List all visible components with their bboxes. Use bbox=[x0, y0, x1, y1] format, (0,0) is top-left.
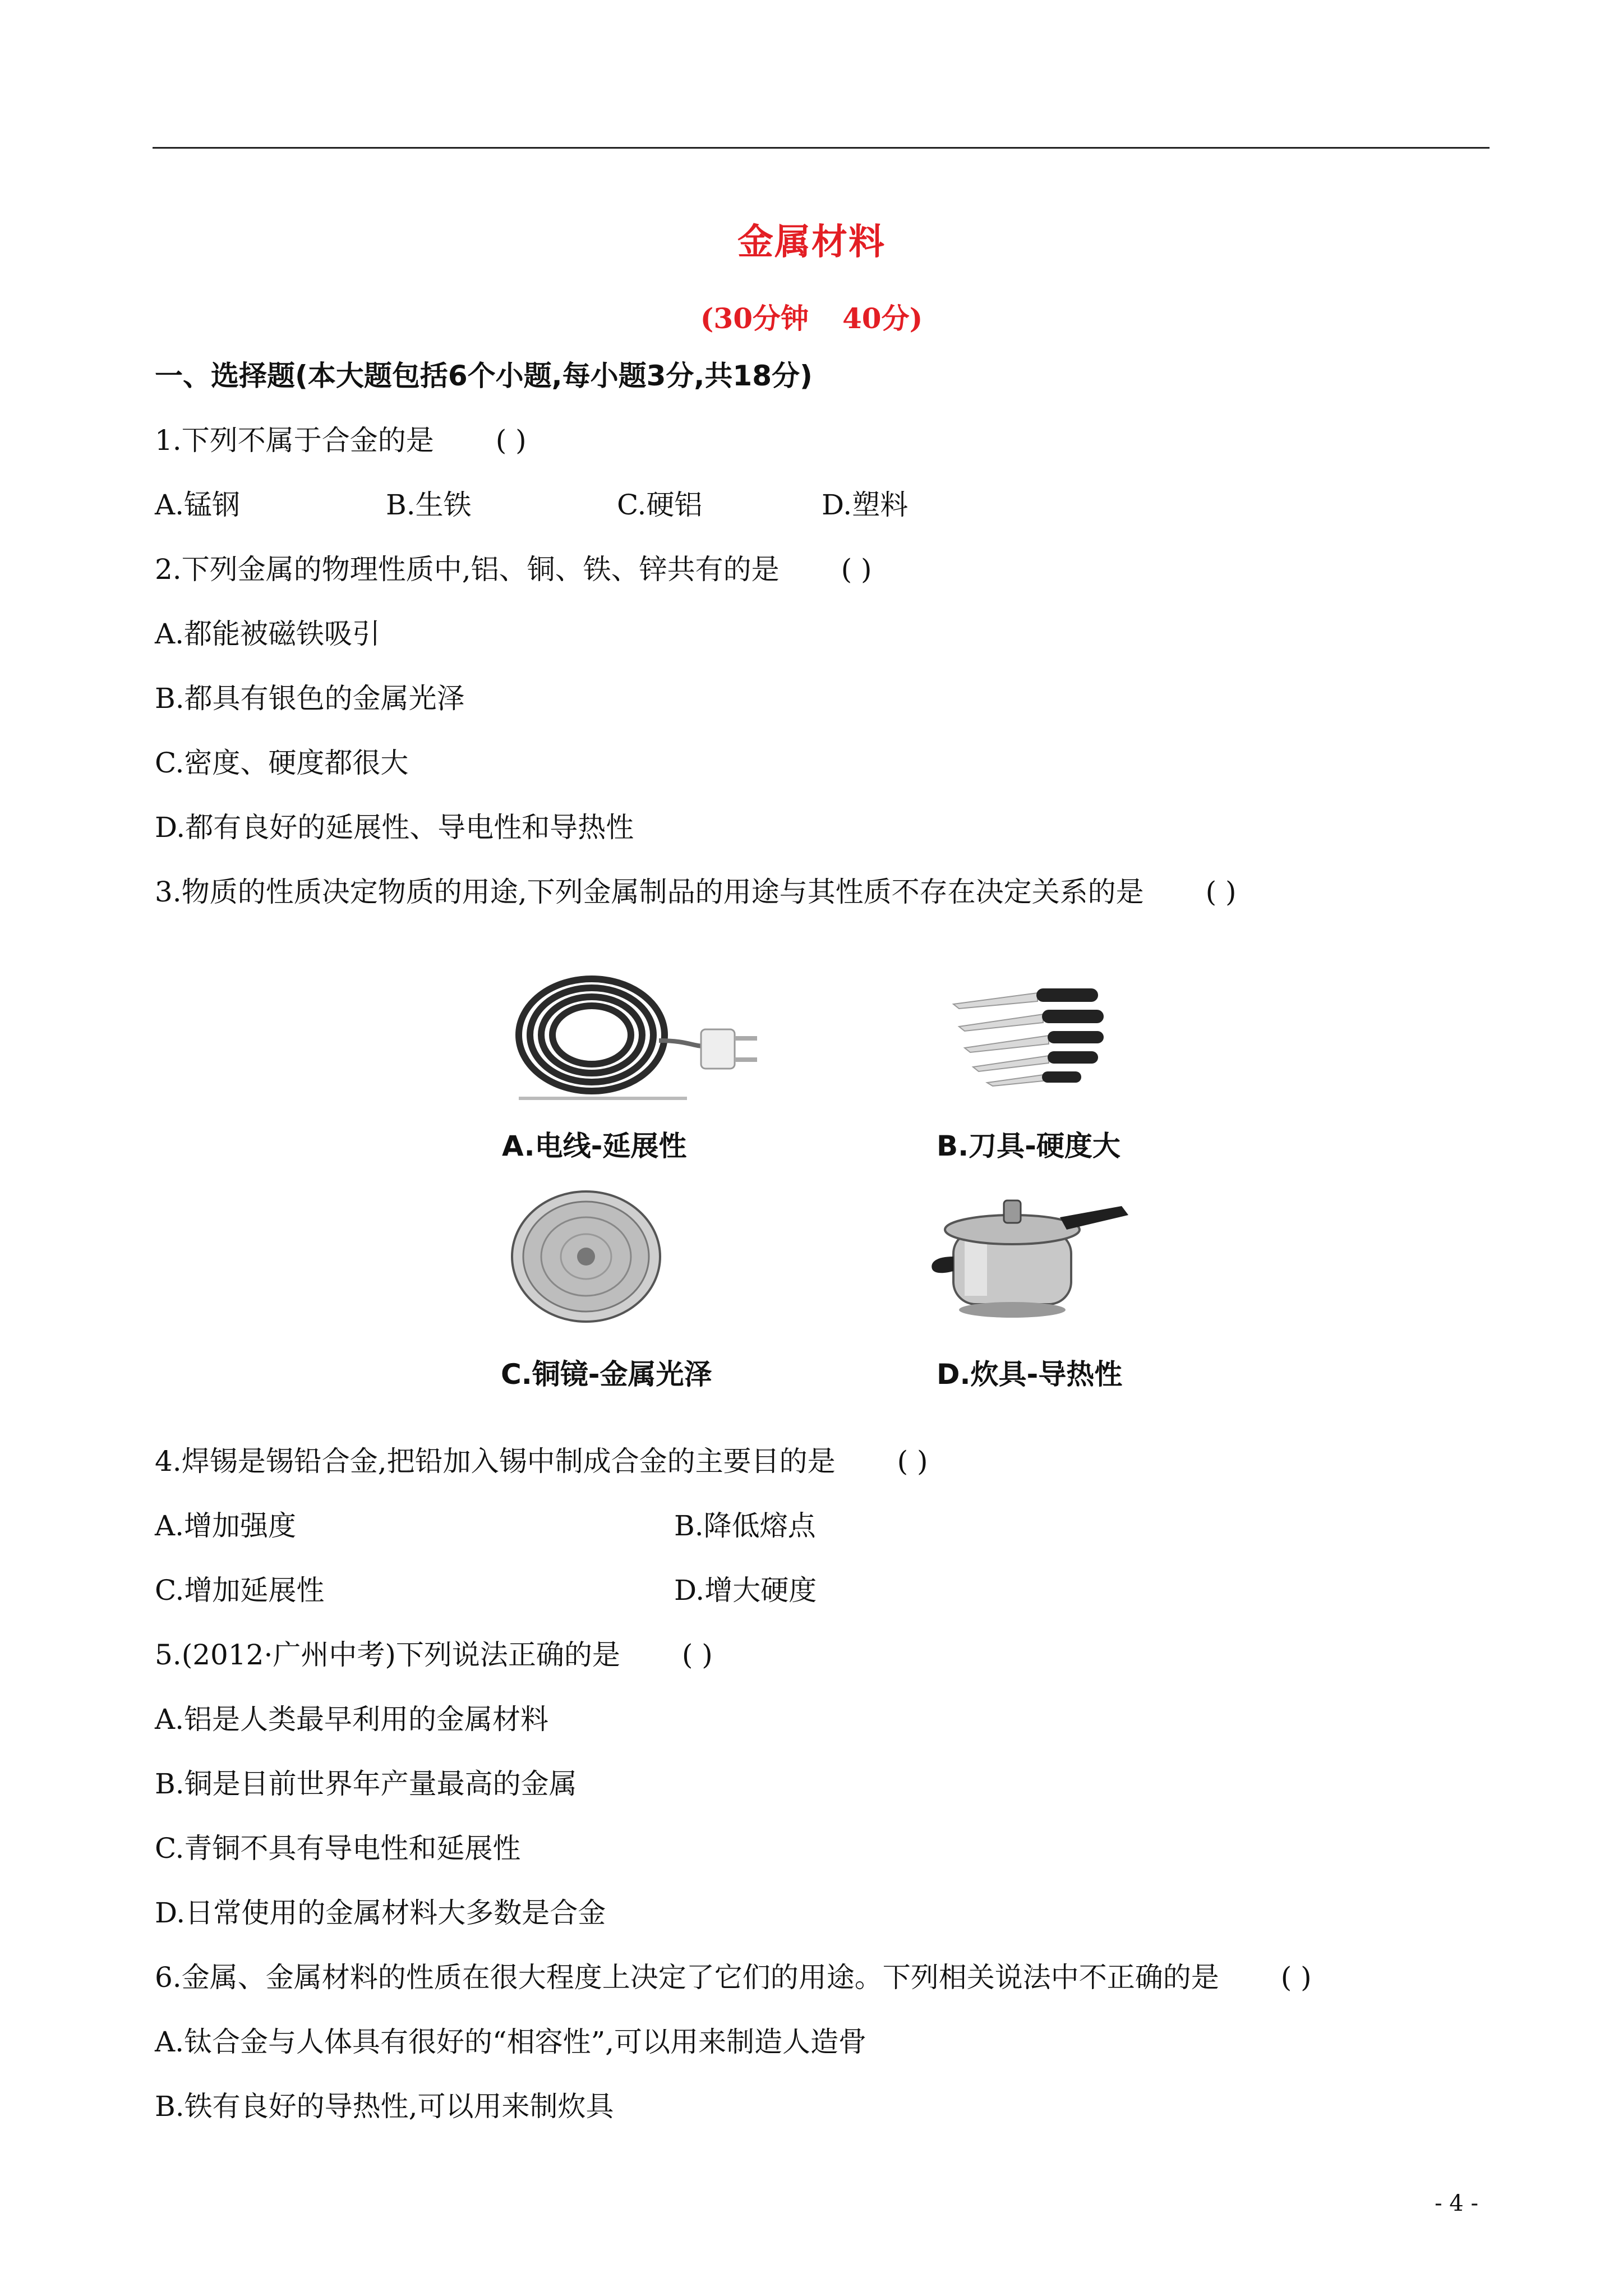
answer-bracket: ( ) bbox=[495, 424, 527, 457]
q2-option-b: B.都具有银色的金属光泽 bbox=[155, 682, 465, 715]
q4-option-c: C.增加延展性 bbox=[155, 1574, 325, 1607]
page-title: 金属材料 bbox=[737, 222, 886, 263]
q5-option-b: B.铜是目前世界年产量最高的金属 bbox=[155, 1768, 577, 1800]
header-rule bbox=[153, 147, 1490, 149]
q3-option-b-caption: B.刀具-硬度大 bbox=[937, 1130, 1121, 1162]
q2-option-a: A.都能被磁铁吸引 bbox=[155, 618, 381, 650]
knife-set-icon bbox=[948, 970, 1116, 1091]
wire-coil-plug-icon bbox=[508, 968, 766, 1105]
question-2-stem: 2.下列金属的物理性质中,铝、铜、铁、锌共有的是 ( ) bbox=[155, 553, 872, 586]
total-score: 40分) bbox=[842, 302, 923, 335]
q3-option-d-caption: D.炊具-导热性 bbox=[937, 1358, 1123, 1391]
page-number: - 4 - bbox=[1435, 2191, 1478, 2216]
question-6-stem: 6.金属、金属材料的性质在很大程度上决定了它们的用途。下列相关说法中不正确的是 ( ) bbox=[155, 1961, 1312, 1994]
answer-bracket: ( ) bbox=[1205, 876, 1237, 908]
q5-option-d: D.日常使用的金属材料大多数是合金 bbox=[155, 1897, 606, 1929]
q6-option-b: B.铁有良好的导热性,可以用来制炊具 bbox=[155, 2090, 614, 2123]
q4-option-d: D.增大硬度 bbox=[674, 1574, 817, 1607]
q3-option-a-caption: A.电线-延展性 bbox=[502, 1130, 687, 1162]
q2-option-c: C.密度、硬度都很大 bbox=[155, 747, 409, 779]
section-heading: 一、选择题(本大题包括6个小题,每小题3分,共18分) bbox=[155, 360, 813, 392]
pressure-cooker-icon bbox=[920, 1178, 1133, 1337]
q2-option-d: D.都有良好的延展性、导电性和导热性 bbox=[155, 811, 634, 844]
q3-option-c-caption: C.铜镜-金属光泽 bbox=[501, 1358, 712, 1391]
q1-option-a: A.锰钢 bbox=[155, 489, 241, 521]
q1-option-d: D.塑料 bbox=[822, 489, 909, 521]
q6-option-a: A.钛合金与人体具有很好的“相容性”,可以用来制造人造骨 bbox=[155, 2026, 867, 2058]
bronze-mirror-icon bbox=[508, 1185, 665, 1327]
time-limit: (30分钟 bbox=[700, 302, 809, 335]
q4-option-a: A.增加强度 bbox=[155, 1510, 297, 1542]
question-5-stem: 5.(2012·广州中考)下列说法正确的是 ( ) bbox=[155, 1639, 713, 1671]
answer-bracket: ( ) bbox=[1280, 1961, 1312, 1994]
question-1-stem: 1.下列不属于合金的是 ( ) bbox=[155, 424, 527, 457]
q1-option-c: C.硬铝 bbox=[617, 489, 703, 521]
answer-bracket: ( ) bbox=[841, 553, 872, 586]
question-3-stem: 3.物质的性质决定物质的用途,下列金属制品的用途与其性质不存在决定关系的是 ( ) bbox=[155, 876, 1237, 908]
answer-bracket: ( ) bbox=[681, 1639, 713, 1671]
q1-option-b: B.生铁 bbox=[386, 489, 472, 521]
answer-bracket: ( ) bbox=[897, 1445, 928, 1478]
question-4-stem: 4.焊锡是锡铅合金,把铅加入锡中制成合金的主要目的是 ( ) bbox=[155, 1445, 928, 1478]
q5-option-a: A.铝是人类最早利用的金属材料 bbox=[155, 1703, 549, 1736]
q5-option-c: C.青铜不具有导电性和延展性 bbox=[155, 1832, 521, 1865]
page-subtitle bbox=[0, 296, 1623, 337]
q4-option-b: B.降低熔点 bbox=[674, 1510, 816, 1542]
